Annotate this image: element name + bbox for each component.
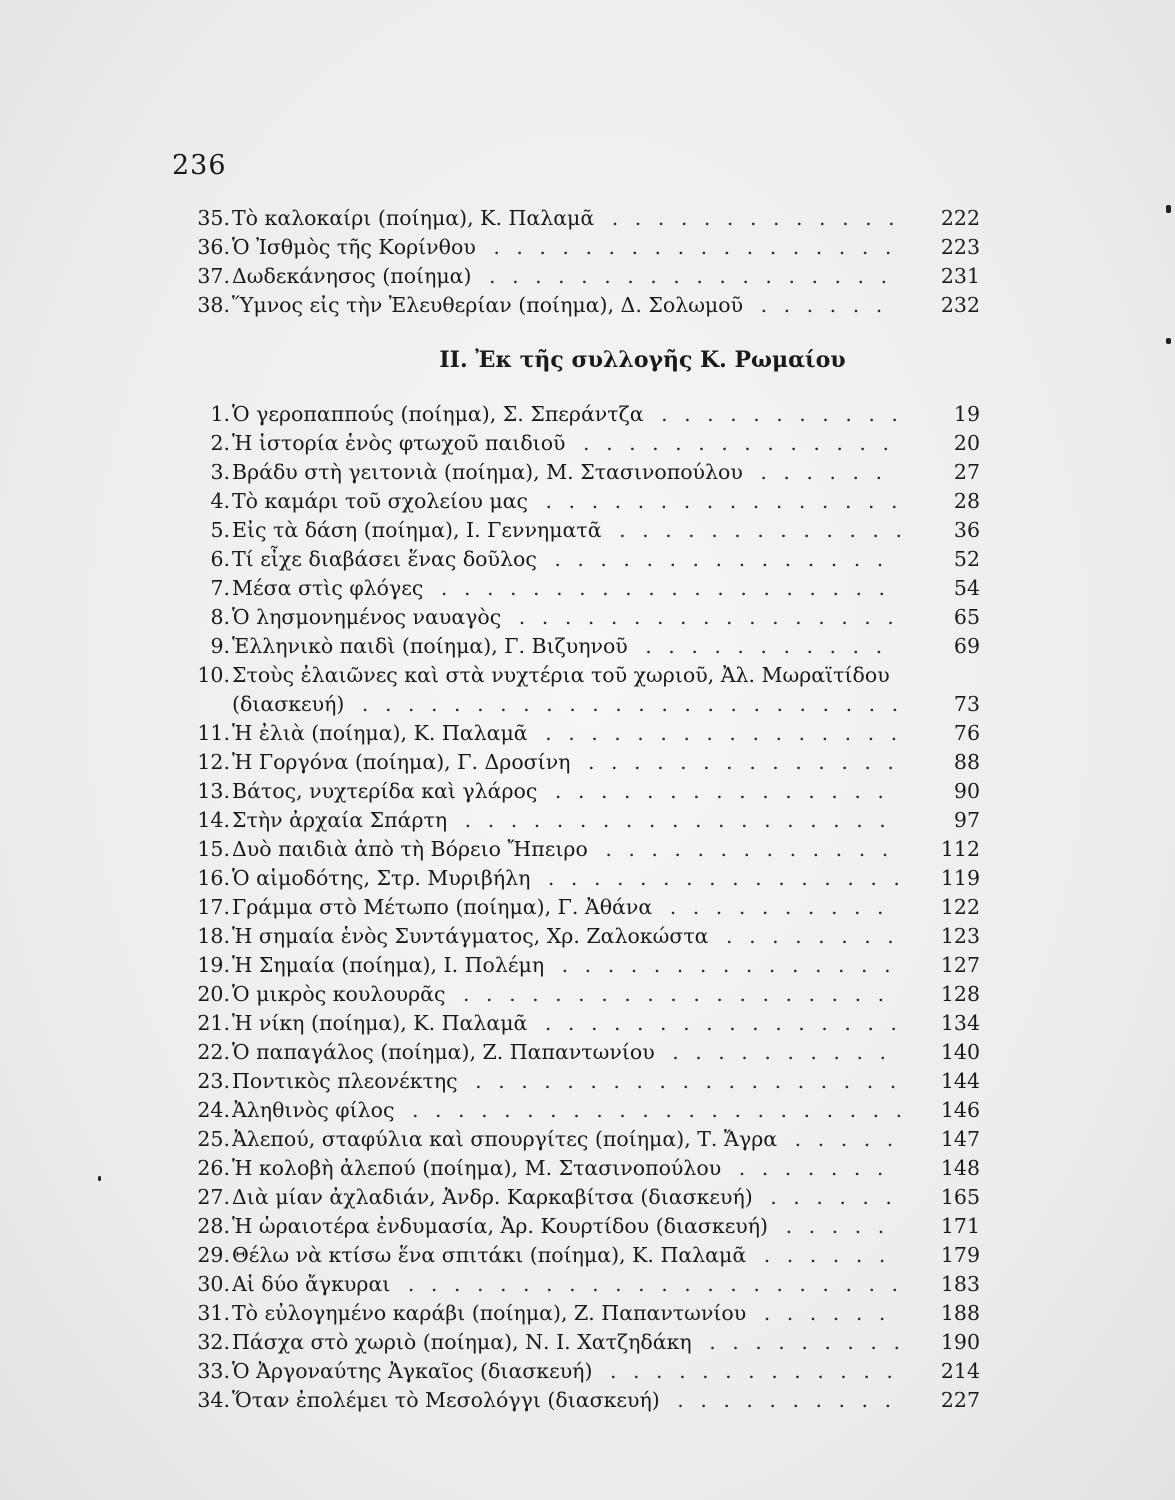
entry-page: 76	[953, 721, 980, 745]
entry-page: 54	[953, 576, 980, 600]
entry-page: 147	[940, 1127, 980, 1151]
entry-number: 4.	[210, 489, 230, 513]
toc-entry	[180, 545, 980, 574]
entry-title-wrap	[232, 516, 900, 545]
entry-page: 146	[940, 1098, 980, 1122]
entry-title: Δυὸ παιδιὰ ἀπὸ τὴ Βόρειο Ἤπειρο	[232, 837, 588, 861]
entry-title-wrap	[232, 487, 900, 516]
entry-title-wrap	[232, 951, 900, 980]
entry-title-wrap	[232, 1154, 900, 1183]
entry-title: Βάτος, νυχτερίδα καὶ γλάρος	[232, 779, 538, 803]
entry-number: 35.	[197, 206, 230, 230]
entry-page: 179	[940, 1243, 980, 1267]
entry-title-wrap	[232, 980, 900, 1009]
entry-page: 227	[940, 1388, 980, 1412]
entry-number: 31.	[197, 1301, 230, 1325]
entry-page: 223	[940, 235, 980, 259]
entry-number: 22.	[197, 1040, 230, 1064]
toc-entry	[180, 1299, 980, 1328]
entry-page: 88	[953, 750, 980, 774]
entry-title-wrap	[232, 1067, 900, 1096]
entry-title-wrap	[232, 1328, 900, 1357]
entry-number: 18.	[197, 924, 230, 948]
entry-title: Ἡ Γοργόνα (ποίημα), Γ. Δροσίνη	[232, 750, 571, 774]
toc-entry	[180, 1096, 980, 1125]
entry-title: Αἱ δύο ἄγκυραι	[232, 1272, 391, 1296]
entry-title: Ἀλεπού, σταφύλια καὶ σπουργίτες (ποίημα), Τ. Ἄγρα	[232, 1127, 778, 1151]
toc-entry	[180, 1125, 980, 1154]
entry-title-wrap	[232, 922, 900, 951]
toc-entry	[180, 262, 980, 291]
toc-entry	[180, 864, 980, 893]
entry-title-wrap	[232, 291, 900, 320]
entry-page: 128	[940, 982, 980, 1006]
entry-title: Στοὺς ἐλαιῶνες καὶ στὰ νυχτέρια τοῦ χωριοῦ, Ἀλ. Μωραϊτίδου	[232, 663, 890, 687]
entry-title: Ὁ αἱμοδότης, Στρ. Μυριβήλη	[232, 866, 531, 890]
toc-entry	[180, 400, 980, 429]
entry-title-wrap	[232, 1038, 900, 1067]
entry-page: 232	[940, 293, 980, 317]
entry-number: 7.	[210, 576, 230, 600]
entry-title-wrap	[232, 1299, 900, 1328]
entry-title: Ἡ ἱστορία ἑνὸς φτωχοῦ παιδιοῦ	[232, 431, 566, 455]
entry-title: Βράδυ στὴ γειτονιὰ (ποίημα), Μ. Στασινοπούλου	[232, 460, 743, 484]
toc-entry	[180, 1154, 980, 1183]
toc-entry	[180, 835, 980, 864]
toc-entry	[180, 574, 980, 603]
entry-number: 34.	[197, 1388, 230, 1412]
entry-number: 33.	[197, 1359, 230, 1383]
entry-number: 24.	[197, 1098, 230, 1122]
entry-title: Ποντικὸς πλεονέκτης	[232, 1069, 458, 1093]
toc-entry	[180, 951, 980, 980]
entry-page: 222	[940, 206, 980, 230]
entry-title-wrap	[232, 233, 900, 262]
entry-page: 171	[940, 1214, 980, 1238]
entry-number: 8.	[210, 605, 230, 629]
entry-title: Ἑλληνικὸ παιδὶ (ποίημα), Γ. Βιζυηνοῦ	[232, 634, 628, 658]
toc-entry	[180, 893, 980, 922]
entry-title-wrap	[232, 1212, 900, 1241]
entry-page: 188	[940, 1301, 980, 1325]
entry-title: Ἀληθινὸς φίλος	[232, 1098, 395, 1122]
entry-title-wrap	[232, 1357, 900, 1386]
entry-number: 6.	[210, 547, 230, 571]
entry-title: Τὸ εὐλογημένο καράβι (ποίημα), Ζ. Παπαντωνίου	[232, 1301, 747, 1325]
entry-page: 183	[940, 1272, 980, 1296]
toc-entry	[180, 487, 980, 516]
toc-entry	[180, 1386, 980, 1415]
entry-page: 52	[953, 547, 980, 571]
entry-page: 27	[953, 460, 980, 484]
entry-title-wrap	[232, 777, 900, 806]
margin-speck	[1166, 338, 1171, 344]
page-number: 236	[172, 150, 227, 181]
entry-page: 112	[940, 837, 980, 861]
entry-number: 17.	[197, 895, 230, 919]
toc-entry	[180, 632, 980, 661]
entry-title: Ὕμνος εἰς τὴν Ἐλευθερίαν (ποίημα), Δ. Σολωμοῦ	[232, 293, 744, 317]
entry-title-wrap	[232, 1125, 900, 1154]
entry-title-wrap	[232, 806, 900, 835]
entry-title: Δωδεκάνησος (ποίημα)	[232, 264, 472, 288]
entry-title-wrap	[232, 661, 980, 690]
toc-entry	[180, 661, 980, 690]
toc-entry	[180, 429, 980, 458]
entry-title-wrap	[232, 262, 900, 291]
entry-title: Ἡ Σημαία (ποίημα), Ι. Πολέμη	[232, 953, 545, 977]
entry-number: 16.	[197, 866, 230, 890]
entry-title-wrap	[232, 1183, 900, 1212]
entry-title-wrap	[232, 574, 900, 603]
entry-title: Ἡ νίκη (ποίημα), Κ. Παλαμᾶ	[232, 1011, 528, 1035]
entry-number: 30.	[197, 1272, 230, 1296]
entry-page: 73	[953, 692, 980, 716]
toc-entry	[180, 719, 980, 748]
entry-page: 97	[953, 808, 980, 832]
entry-title-wrap	[232, 1270, 900, 1299]
entry-title-wrap	[232, 400, 900, 429]
entry-number: 3.	[210, 460, 230, 484]
entry-number: 20.	[197, 982, 230, 1006]
entry-title: Ἡ ὡραιοτέρα ἐνδυμασία, Ἀρ. Κουρτίδου (διασκευή)	[232, 1214, 769, 1238]
entry-page: 90	[953, 779, 980, 803]
entry-page: 28	[953, 489, 980, 513]
toc-entry	[180, 233, 980, 262]
entry-title-wrap	[232, 835, 900, 864]
entry-number: 28.	[197, 1214, 230, 1238]
toc-section-top	[180, 204, 980, 320]
toc-entry	[180, 1270, 980, 1299]
entry-number: 1.	[210, 402, 230, 426]
entry-page: 231	[940, 264, 980, 288]
entry-number: 27.	[197, 1185, 230, 1209]
entry-title: Τὸ καλοκαίρι (ποίημα), Κ. Παλαμᾶ	[232, 206, 595, 230]
entry-title: Ὁ γεροπαππούς (ποίημα), Σ. Σπεράντζα	[232, 402, 644, 426]
entry-number: 11.	[197, 721, 230, 745]
entry-number: 26.	[197, 1156, 230, 1180]
entry-title: Μέσα στὶς φλόγες	[232, 576, 424, 600]
section-heading: II. Ἐκ τῆς συλλογῆς Κ. Ρωμαίου	[439, 347, 846, 373]
entry-page: 127	[940, 953, 980, 977]
toc-entry	[180, 922, 980, 951]
entry-page: 122	[940, 895, 980, 919]
entry-title: Εἰς τὰ δάση (ποίημα), Ι. Γεννηματᾶ	[232, 518, 602, 542]
entry-title-wrap	[232, 893, 900, 922]
toc-entry	[180, 458, 980, 487]
toc-entry	[180, 748, 980, 777]
entry-page: 119	[940, 866, 980, 890]
toc-entry	[180, 1241, 980, 1270]
entry-page: 20	[953, 431, 980, 455]
entry-number: 10.	[197, 663, 230, 687]
entry-title: Ὁ παπαγάλος (ποίημα), Ζ. Παπαντωνίου	[232, 1040, 655, 1064]
entry-title: Ἡ σημαία ἑνὸς Συντάγματος, Χρ. Ζαλοκώστα	[232, 924, 709, 948]
entry-page: 36	[953, 518, 980, 542]
entry-number: 21.	[197, 1011, 230, 1035]
entry-number: 14.	[197, 808, 230, 832]
entry-page: 214	[940, 1359, 980, 1383]
entry-title-wrap	[232, 748, 900, 777]
entry-number: 25.	[197, 1127, 230, 1151]
entry-number: 2.	[210, 431, 230, 455]
entry-number: 23.	[197, 1069, 230, 1093]
toc-entry	[180, 291, 980, 320]
entry-page: 148	[940, 1156, 980, 1180]
entry-title: Τί εἶχε διαβάσει ἕνας δοῦλος	[232, 547, 537, 571]
entry-title: Ἡ ἐλιὰ (ποίημα), Κ. Παλαμᾶ	[232, 721, 528, 745]
entry-number: 13.	[197, 779, 230, 803]
toc-entry	[180, 1183, 980, 1212]
entry-title-wrap	[232, 458, 900, 487]
entry-number: 15.	[197, 837, 230, 861]
entry-title: Ὁ Ἀργοναύτης Ἀγκαῖος (διασκευή)	[232, 1359, 593, 1383]
entry-title-wrap	[232, 1009, 900, 1038]
toc-entry	[180, 603, 980, 632]
margin-speck	[98, 1176, 101, 1181]
entry-number: 37.	[197, 264, 230, 288]
entry-number: 19.	[197, 953, 230, 977]
entry-title-wrap	[232, 719, 900, 748]
toc-entry	[180, 1357, 980, 1386]
entry-title-wrap	[232, 864, 900, 893]
entry-title: Ὅταν ἐπολέμει τὸ Μεσολόγγι (διασκευή)	[232, 1388, 660, 1412]
entry-title-wrap	[232, 1386, 900, 1415]
entry-title: Ἡ κολοβὴ ἀλεπού (ποίημα), Μ. Στασινοπούλου	[232, 1156, 722, 1180]
entry-title: Στὴν ἀρχαία Σπάρτη	[232, 808, 448, 832]
entry-title: (διασκευή)	[232, 692, 345, 716]
toc-section-main	[180, 400, 980, 1415]
entry-page: 144	[940, 1069, 980, 1093]
toc-entry	[180, 1009, 980, 1038]
entry-title-wrap	[232, 429, 900, 458]
entry-title: Πάσχα στὸ χωριὸ (ποίημα), Ν. Ι. Χατζηδάκη	[232, 1330, 692, 1354]
entry-title: Ὁ λησμονημένος ναυαγὸς	[232, 605, 502, 629]
toc-entry	[180, 1212, 980, 1241]
entry-title: Θέλω νὰ κτίσω ἕνα σπιτάκι (ποίημα), Κ. Παλαμᾶ	[232, 1243, 747, 1267]
entry-number: 9.	[210, 634, 230, 658]
entry-page: 19	[953, 402, 980, 426]
entry-title: Διὰ μίαν ἀχλαδιάν, Ἀνδρ. Καρκαβίτσα (διασκευή)	[232, 1185, 753, 1209]
entry-title: Ὁ Ἰσθμὸς τῆς Κορίνθου	[232, 235, 476, 259]
entry-page: 123	[940, 924, 980, 948]
entry-title-wrap	[232, 545, 900, 574]
toc-entry	[180, 1038, 980, 1067]
entry-title-wrap	[232, 603, 900, 632]
entry-page: 140	[940, 1040, 980, 1064]
entry-number: 32.	[197, 1330, 230, 1354]
entry-page: 69	[953, 634, 980, 658]
toc-entry	[180, 1067, 980, 1096]
entry-title-wrap	[232, 1096, 900, 1125]
entry-page: 65	[953, 605, 980, 629]
entry-title-wrap	[232, 632, 900, 661]
entry-page: 134	[940, 1011, 980, 1035]
toc-entry	[180, 777, 980, 806]
entry-number: 5.	[210, 518, 230, 542]
entry-title-wrap	[232, 204, 900, 233]
toc-entry	[180, 690, 980, 719]
toc-entry	[180, 516, 980, 545]
entry-title: Γράμμα στὸ Μέτωπο (ποίημα), Γ. Ἀθάνα	[232, 895, 653, 919]
entry-title-wrap	[232, 690, 900, 719]
entry-title-wrap	[232, 1241, 900, 1270]
entry-page: 190	[940, 1330, 980, 1354]
entry-number: 29.	[197, 1243, 230, 1267]
toc-entry	[180, 806, 980, 835]
margin-speck	[1166, 205, 1171, 213]
entry-number: 36.	[197, 235, 230, 259]
entry-title: Τὸ καμάρι τοῦ σχολείου μας	[232, 489, 528, 513]
entry-number: 38.	[197, 293, 230, 317]
entry-title: Ὁ μικρὸς κουλουρᾶς	[232, 982, 446, 1006]
entry-page: 165	[940, 1185, 980, 1209]
toc-entry	[180, 980, 980, 1009]
toc-entry	[180, 1328, 980, 1357]
entry-number: 12.	[197, 750, 230, 774]
toc-entry	[180, 204, 980, 233]
